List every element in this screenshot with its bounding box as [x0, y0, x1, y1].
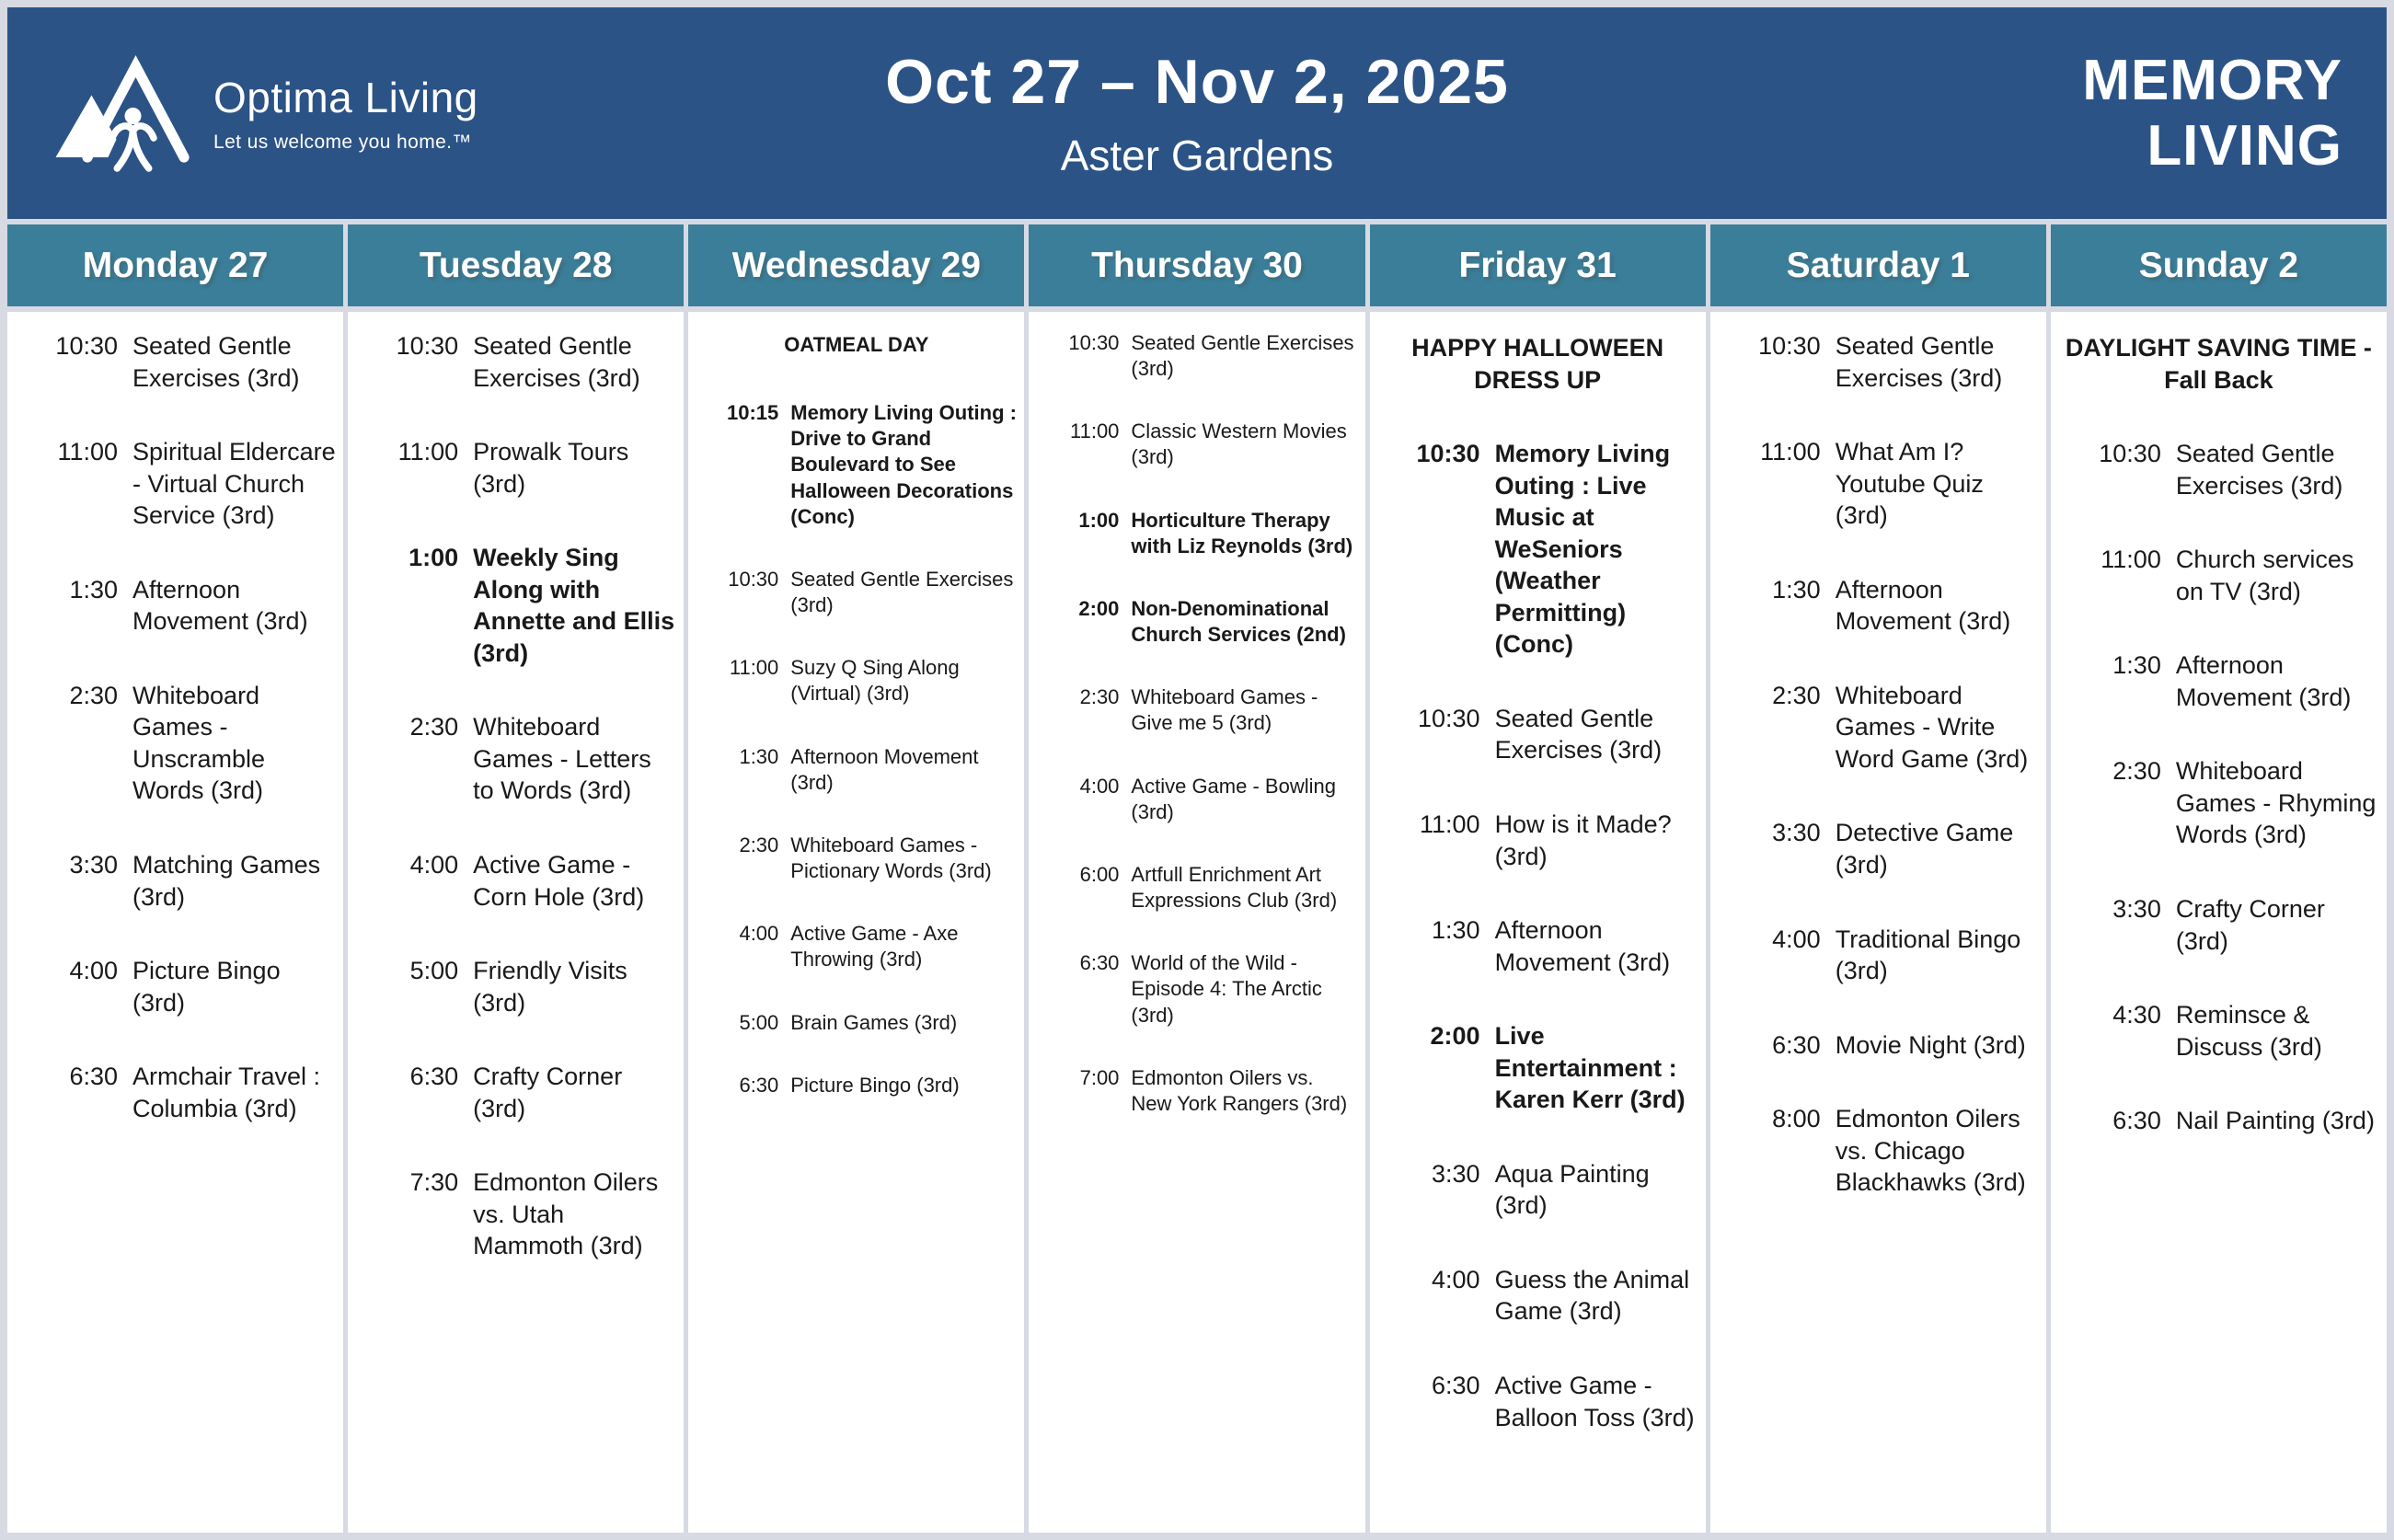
event-time: 4:00	[69, 957, 118, 985]
event-row	[696, 567, 1017, 618]
event-row	[2058, 893, 2379, 957]
event-time: 5:00	[409, 957, 459, 985]
event-row	[15, 436, 336, 532]
event-row	[2058, 755, 2379, 851]
event-title: Aqua Painting (3rd)	[1494, 1159, 1650, 1220]
calendar-grid	[7, 224, 2387, 1533]
event-time: 10:30	[728, 567, 779, 591]
event-title: Guess the Animal Game (3rd)	[1494, 1265, 1690, 1326]
day-column-tuesday-28	[348, 224, 684, 1533]
event-time: 10:30	[1416, 440, 1480, 468]
banner-titles	[885, 46, 1509, 180]
event-time: 4:00	[739, 922, 779, 946]
event-title: Whiteboard Games - Letters to Words (3rd)	[473, 713, 651, 805]
community-name: Aster Gardens	[1060, 132, 1334, 179]
event-row	[1718, 680, 2039, 776]
event-title: Spiritual Eldercare - Virtual Church Service (3rd)	[132, 438, 336, 530]
event-title: Afternoon Movement (3rd)	[132, 575, 308, 636]
event-time: 1:30	[2112, 651, 2161, 680]
event-title: How is it Made? (3rd)	[1494, 810, 1672, 870]
event-time: 6:00	[1079, 862, 1120, 886]
event-title: Active Game - Balloon Toss (3rd)	[1494, 1372, 1695, 1431]
event-row	[2058, 438, 2379, 501]
event-row	[355, 711, 676, 807]
day-column-friday-31	[1370, 224, 1706, 1533]
event-row	[1036, 684, 1357, 736]
event-title: Whiteboard Games - Pictionary Words (3rd)	[790, 833, 992, 883]
event-row	[2058, 999, 2379, 1063]
event-time: 1:30	[739, 744, 779, 768]
day-column-monday-27	[7, 224, 343, 1533]
day-events	[688, 312, 1024, 1533]
event-row	[1377, 438, 1698, 661]
event-row	[1377, 809, 1698, 872]
event-row	[15, 680, 336, 807]
event-title: Crafty Corner (3rd)	[2175, 895, 2325, 955]
event-row	[1036, 950, 1357, 1028]
event-row	[1036, 774, 1357, 825]
banner	[7, 7, 2387, 219]
event-title: Seated Gentle Exercises (3rd)	[132, 332, 300, 392]
event-title: Whiteboard Games - Give me 5 (3rd)	[1131, 685, 1318, 735]
event-title: Seated Gentle Exercises (3rd)	[1835, 332, 2003, 392]
event-time: 11:00	[1420, 810, 1480, 839]
day-note-banner: HAPPY HALLOWEEN DRESS UP	[1411, 334, 1664, 394]
optima-living-logo	[52, 44, 478, 182]
event-time: 10:15	[727, 401, 779, 425]
event-time: 1:00	[409, 544, 459, 572]
event-row	[15, 849, 336, 913]
event-row	[1718, 574, 2039, 638]
event-time: 6:30	[1772, 1030, 1821, 1059]
event-time: 4:30	[2112, 1001, 2161, 1029]
day-column-thursday-30	[1029, 224, 1364, 1533]
event-title: Active Game - Corn Hole (3rd)	[473, 851, 645, 911]
event-title: Nail Painting (3rd)	[2175, 1107, 2375, 1135]
event-title: Edmonton Oilers vs. Chicago Blackhawks (3rd)	[1835, 1105, 2026, 1197]
event-row	[1718, 817, 2039, 880]
event-row	[1377, 1370, 1698, 1433]
event-time: 4:00	[409, 851, 459, 879]
event-time: 1:30	[1772, 575, 1821, 603]
week-range-title: Oct 27 – Nov 2, 2025	[885, 47, 1509, 117]
event-title: Crafty Corner (3rd)	[473, 1063, 623, 1122]
event-row	[1036, 330, 1357, 382]
day-header: Monday 27	[7, 224, 343, 306]
event-time: 6:30	[69, 1063, 118, 1091]
event-title: Classic Western Movies (3rd)	[1131, 419, 1347, 469]
day-column-sunday-2	[2051, 224, 2387, 1533]
event-time: 1:30	[1432, 916, 1480, 945]
event-time: 1:30	[69, 575, 118, 603]
event-title: Afternoon Movement (3rd)	[790, 744, 979, 794]
event-title: World of the Wild - Episode 4: The Arctic (3rd)	[1131, 951, 1322, 1027]
event-row	[1036, 419, 1357, 470]
event-time: 2:00	[1430, 1022, 1480, 1051]
event-time: 6:30	[1079, 951, 1120, 975]
event-row	[1377, 914, 1698, 978]
day-note-banner: OATMEAL DAY	[784, 333, 929, 356]
event-title: Seated Gentle Exercises (3rd)	[2175, 440, 2343, 500]
event-row	[696, 921, 1017, 972]
event-row	[696, 400, 1017, 530]
day-column-saturday-1	[1710, 224, 2046, 1533]
event-title: Active Game - Axe Throwing (3rd)	[790, 922, 959, 971]
event-time: 5:00	[739, 1010, 779, 1034]
day-column-wednesday-29	[688, 224, 1024, 1533]
event-title: Memory Living Outing : Drive to Grand Boulevard to See Halloween Decorations (Conc)	[790, 401, 1017, 528]
event-time: 2:30	[739, 833, 779, 856]
event-row	[1377, 1020, 1698, 1116]
event-row	[15, 330, 336, 394]
event-title: Whiteboard Games - Write Word Game (3rd)	[1835, 681, 2029, 773]
event-row	[1036, 508, 1357, 559]
event-title: Active Game - Bowling (3rd)	[1131, 774, 1336, 823]
event-time: 11:00	[729, 656, 779, 680]
event-title: Detective Game (3rd)	[1835, 819, 2014, 879]
brand-name: Optima Living	[213, 74, 478, 121]
event-title: Whiteboard Games - Unscramble Words (3rd)	[132, 681, 266, 805]
event-title: Movie Night (3rd)	[1835, 1030, 2026, 1059]
event-time: 6:30	[2112, 1107, 2161, 1135]
event-title: Prowalk Tours (3rd)	[473, 438, 629, 498]
event-time: 3:30	[1432, 1159, 1480, 1188]
event-row	[2058, 1105, 2379, 1137]
brand-tagline: Let us welcome you home.™	[213, 132, 472, 153]
event-row	[1718, 1029, 2039, 1062]
event-row	[1036, 596, 1357, 648]
event-time: 2:30	[69, 681, 118, 709]
event-row	[1036, 1065, 1357, 1117]
event-time: 3:30	[69, 851, 118, 879]
event-title: Edmonton Oilers vs. Utah Mammoth (3rd)	[473, 1168, 659, 1260]
event-time: 3:30	[1772, 819, 1821, 847]
event-title: Artfull Enrichment Art Expressions Club (3rd)	[1131, 862, 1338, 913]
event-row	[15, 574, 336, 638]
event-time: 10:30	[1417, 704, 1480, 732]
event-row	[2058, 649, 2379, 713]
event-time: 11:00	[1760, 438, 1821, 466]
event-time: 2:30	[409, 713, 459, 741]
event-row	[355, 542, 676, 669]
event-time: 10:30	[1068, 331, 1120, 354]
event-row	[696, 1073, 1017, 1098]
event-row	[355, 1166, 676, 1262]
day-events	[1029, 312, 1364, 1533]
event-row	[1377, 703, 1698, 766]
event-title: Armchair Travel : Columbia (3rd)	[132, 1063, 321, 1122]
event-title: What Am I? Youtube Quiz (3rd)	[1835, 438, 1984, 530]
day-events	[348, 312, 684, 1533]
event-title: Whiteboard Games - Rhyming Words (3rd)	[2175, 757, 2377, 849]
event-time: 11:00	[397, 438, 459, 466]
day-header: Tuesday 28	[348, 224, 684, 306]
event-time: 2:30	[2112, 757, 2161, 786]
event-title: Matching Games (3rd)	[132, 851, 321, 911]
event-row	[355, 1061, 676, 1124]
event-title: Seated Gentle Exercises (3rd)	[790, 567, 1014, 617]
day-header: Friday 31	[1370, 224, 1706, 306]
day-header: Saturday 1	[1710, 224, 2046, 306]
event-time: 6:30	[1432, 1372, 1480, 1400]
event-time: 7:00	[1079, 1065, 1120, 1089]
event-title: Traditional Bingo (3rd)	[1835, 925, 2021, 985]
day-events	[7, 312, 343, 1533]
logo-text	[213, 73, 478, 154]
event-title: Weekly Sing Along with Annette and Ellis (3rd)	[473, 544, 675, 667]
event-row	[355, 436, 676, 500]
event-time: 7:30	[409, 1168, 459, 1197]
event-time: 3:30	[2112, 895, 2161, 924]
event-row	[696, 744, 1017, 796]
day-events	[2051, 312, 2387, 1533]
event-title: Reminsce & Discuss (3rd)	[2175, 1001, 2322, 1061]
event-row	[1718, 1103, 2039, 1199]
day-header: Thursday 30	[1029, 224, 1364, 306]
event-title: Seated Gentle Exercises (3rd)	[473, 332, 640, 392]
event-row	[1377, 1158, 1698, 1222]
event-row	[15, 1061, 336, 1124]
event-title: Non-Denominational Church Services (2nd)	[1131, 596, 1346, 647]
event-time: 2:30	[1772, 681, 1821, 709]
event-title: Afternoon Movement (3rd)	[1835, 575, 2011, 636]
event-row	[696, 1010, 1017, 1036]
day-note-banner: DAYLIGHT SAVING TIME - Fall Back	[2065, 334, 2372, 394]
event-title: Horticulture Therapy with Liz Reynolds (3rd)	[1131, 508, 1353, 557]
event-time: 11:00	[1070, 419, 1120, 443]
event-row	[355, 955, 676, 1018]
event-time: 10:30	[1758, 332, 1821, 360]
event-title: Afternoon Movement (3rd)	[2175, 651, 2352, 711]
event-title: Church services on TV (3rd)	[2175, 546, 2354, 605]
event-time: 8:00	[1772, 1105, 1821, 1133]
event-time: 2:30	[1079, 685, 1120, 709]
event-title: Memory Living Outing : Live Music at WeSeniors (Weather Permitting) (Conc)	[1494, 440, 1671, 659]
event-row	[355, 330, 676, 394]
event-title: Suzy Q Sing Along (Virtual) (3rd)	[790, 656, 960, 706]
event-time: 6:30	[409, 1063, 459, 1091]
day-header: Sunday 2	[2051, 224, 2387, 306]
event-row	[15, 955, 336, 1018]
event-title: Seated Gentle Exercises (3rd)	[1494, 704, 1663, 764]
day-header: Wednesday 29	[688, 224, 1024, 306]
event-title: Live Entertainment : Karen Kerr (3rd)	[1494, 1022, 1686, 1114]
event-title: Edmonton Oilers vs. New York Rangers (3rd)	[1131, 1065, 1348, 1115]
event-title: Seated Gentle Exercises (3rd)	[1131, 331, 1354, 381]
event-title: Afternoon Movement (3rd)	[1494, 916, 1671, 976]
mountain-person-icon	[52, 44, 190, 182]
event-time: 11:00	[2101, 546, 2161, 574]
day-events	[1370, 312, 1706, 1533]
event-title: Picture Bingo (3rd)	[132, 957, 281, 1017]
event-row	[1377, 1264, 1698, 1327]
event-time: 4:00	[1772, 925, 1821, 953]
event-time: 4:00	[1079, 774, 1120, 798]
event-row	[1036, 862, 1357, 914]
event-row	[1718, 924, 2039, 987]
event-row	[696, 655, 1017, 707]
event-time: 11:00	[57, 438, 118, 466]
event-title: Brain Games (3rd)	[790, 1010, 958, 1034]
event-time: 10:30	[55, 332, 118, 360]
event-row	[696, 833, 1017, 884]
event-time: 2:00	[1078, 596, 1120, 620]
event-row	[355, 849, 676, 913]
event-time: 4:00	[1432, 1265, 1480, 1293]
event-row	[1718, 330, 2039, 394]
event-time: 10:30	[2099, 440, 2161, 468]
event-row	[2058, 544, 2379, 607]
event-time: 1:00	[1078, 508, 1120, 532]
event-title: Picture Bingo (3rd)	[790, 1073, 960, 1097]
day-events	[1710, 312, 2046, 1533]
event-time: 6:30	[739, 1073, 779, 1097]
event-time: 10:30	[396, 332, 459, 360]
event-row	[1718, 436, 2039, 532]
program-name: MEMORY LIVING	[2082, 48, 2342, 178]
event-title: Friendly Visits (3rd)	[473, 957, 627, 1017]
